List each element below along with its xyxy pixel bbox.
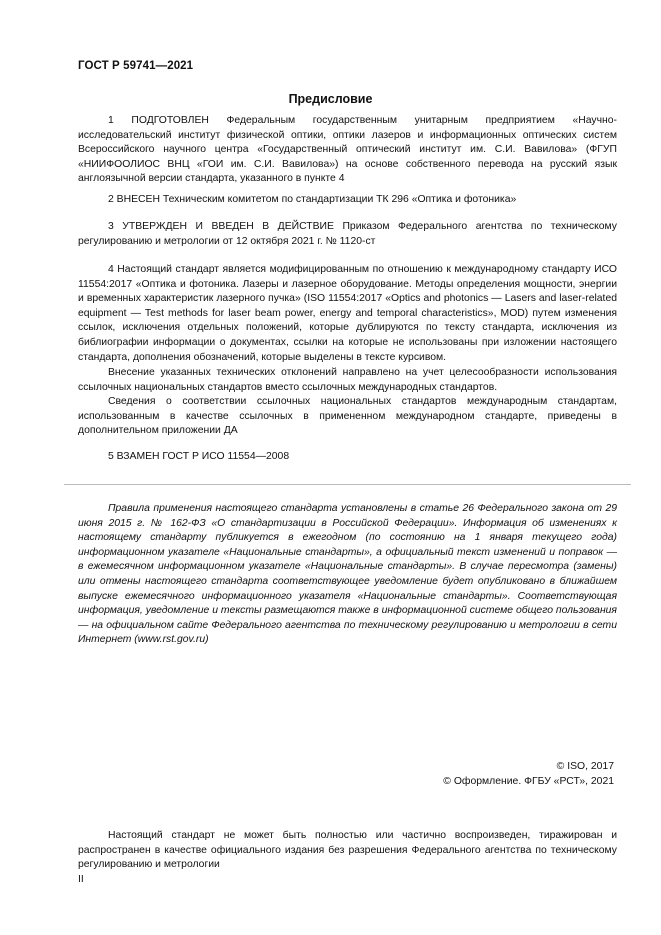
iso-copyright: © ISO, 2017 bbox=[556, 761, 614, 772]
standard-number: ГОСТ Р 59741—2021 bbox=[78, 60, 194, 72]
section-4-modification: 4 Настоящий стандарт является модифицированным по отношению к международному стандарту ИСО 11554:2017 «Оптика и фотоника. Лазеры и лазерное оборудование. Методы определения мощности, энергии и временных характеристик лазерного пучка» (ISO 11554:2017 «Optics and photonics — Lasers and laser-related equipment — Test methods for laser beam power, energy and temporal characteristics», MOD) путем изменения ссылок, исключения отдельных положений, которые дублируются по тексту стандарта, исключения из библиографии информации о документах, ссылки на которые не использованы при изложении настоящего стандарта, дополнения обозначений, которые выделены в тексте курсивом. bbox=[78, 264, 617, 363]
section-4-deviations: Внесение указанных технических отклонений направлено на учет целесообразности использования ссылочных национальных стандартов вместо ссылочных международных стандартов. bbox=[78, 367, 617, 393]
reproduction-notice: Настоящий стандарт не может быть полностью или частично воспроизведен, тиражирован и распространен в качестве официального издания без разрешения Федерального агентства по техническому регулированию и метрологии bbox=[78, 830, 617, 871]
section-1-prepared: 1 ПОДГОТОВЛЕН Федеральным государственным унитарным предприятием «Научно-исследовательский институт физической оптики, оптики лазеров и информационных оптических систем Всероссийского научного центра «Государственный оптический институт им. С.И. Вавилова» (ФГУП «НИИФООЛИОС ВНЦ «ГОИ им. С.И. Вавилова») на основе собственного перевода на русский язык англоязычной версии стандарта, указанного в пункте 4 bbox=[78, 115, 617, 185]
section-4-references: Сведения о соответствии ссылочных национальных стандартов международным стандартам, использованным в качестве ссылочных в примененном международном стандарте, приведены в дополнительном приложении ДА bbox=[78, 396, 617, 437]
section-3-approved: 3 УТВЕРЖДЕН И ВВЕДЕН В ДЕЙСТВИЕ Приказом Федерального агентства по техническому регулированию и метрологии от 12 октября 2021 г. № 1120-ст bbox=[78, 221, 617, 247]
section-2-submitted: 2 ВНЕСЕН Техническим комитетом по стандартизации ТК 296 «Оптика и фотоника» bbox=[108, 194, 517, 205]
application-rules-notice: Правила применения настоящего стандарта установлены в статье 26 Федерального закона от 29 июня 2015 г. № 162-ФЗ «О стандартизации в Российской Федерации». Информация об изменениях к настоящему стандарту публикуется в ежегодном (по состоянию на 1 января текущего года) информационном указателе «Национальные стандарты», а официальный текст изменений и поправок — в ежемесячном информационном указателе «Национальные стандарты». В случае пересмотра (замены) или отмены настоящего стандарта соответствующее уведомление будет опубликовано в ближайшем выпуске ежемесячного информационного указателя «Национальные стандарты». Соответствующая информация, уведомление и тексты размещаются также в информационной системе общего пользования — на официальном сайте Федерального агентства по техническому регулированию и метрологии в сети Интернет (www.rst.gov.ru) bbox=[78, 503, 617, 646]
page-title: Предисловие bbox=[288, 92, 373, 106]
page-number: II bbox=[78, 874, 84, 885]
design-copyright: © Оформление. ФГБУ «РСТ», 2021 bbox=[443, 776, 614, 787]
section-5-replaces: 5 ВЗАМЕН ГОСТ Р ИСО 11554—2008 bbox=[108, 451, 290, 462]
